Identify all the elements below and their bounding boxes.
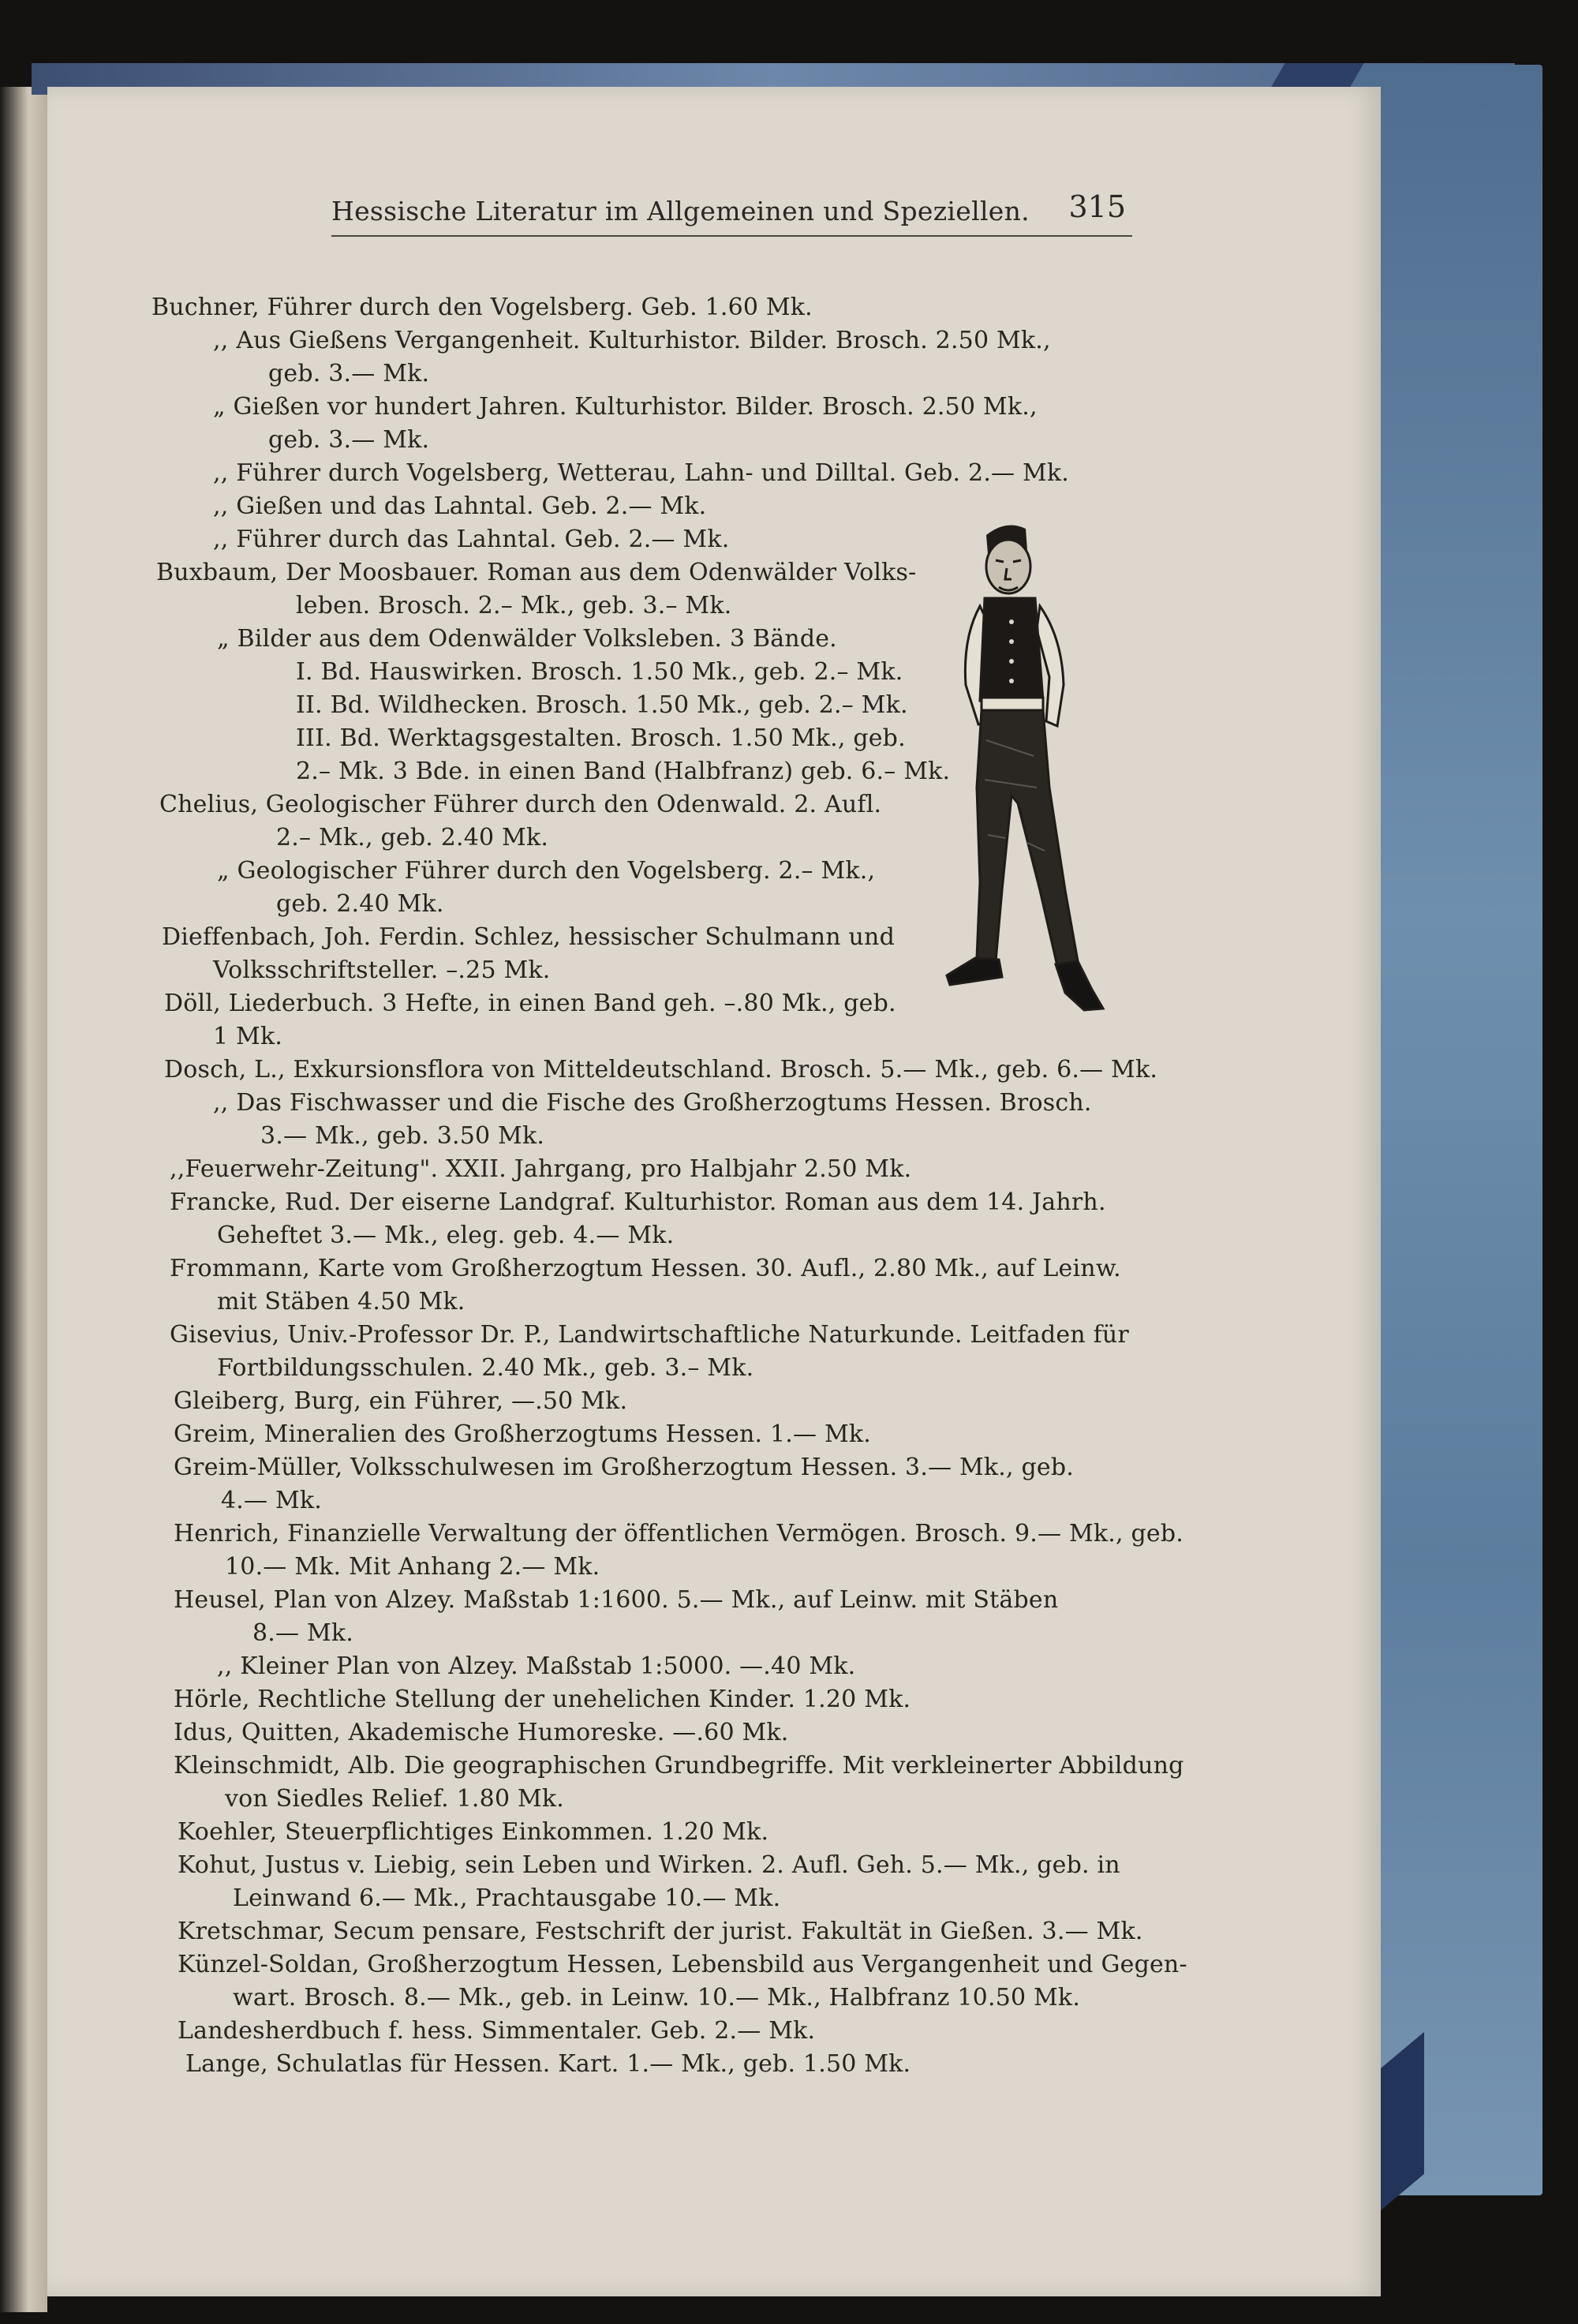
peasant-figure-illustration <box>939 519 1152 1024</box>
catalog-line: Henrich, Finanzielle Verwaltung der öffentlichen Vermögen. Brosch. 9.— Mk., geb. <box>174 1520 1184 1547</box>
catalog-line: 2.– Mk., geb. 2.40 Mk. <box>276 824 549 851</box>
catalog-line: Hörle, Rechtliche Stellung der unehelichen Kinder. 1.20 Mk. <box>174 1686 911 1713</box>
catalog-line: 4.— Mk. <box>221 1487 322 1514</box>
catalog-line: II. Bd. Wildhecken. Brosch. 1.50 Mk., geb. 2.– Mk. <box>296 691 908 719</box>
catalog-line: Lange, Schulatlas für Hessen. Kart. 1.— Mk., geb. 1.50 Mk. <box>185 2050 911 2078</box>
catalog-line: Greim-Müller, Volksschulwesen im Großherzogtum Hessen. 3.— Mk., geb. <box>174 1454 1075 1481</box>
catalog-line: 8.— Mk. <box>252 1619 353 1647</box>
catalog-line: ,, Aus Gießens Vergangenheit. Kulturhistor. Bilder. Brosch. 2.50 Mk., <box>213 327 1051 354</box>
catalog-line: III. Bd. Werktagsgestalten. Brosch. 1.50 Mk., geb. <box>296 724 906 752</box>
catalog-line: Idus, Quitten, Akademische Humoreske. —.60 Mk. <box>174 1719 789 1746</box>
catalog-line: 2.– Mk. 3 Bde. in einen Band (Halbfranz) geb. 6.– Mk. <box>296 758 951 785</box>
catalog-line: geb. 3.— Mk. <box>268 360 430 387</box>
running-title: Hessische Literatur im Allgemeinen und Speziellen. <box>331 196 1030 226</box>
catalog-line: Frommann, Karte vom Großherzogtum Hessen. 30. Aufl., 2.80 Mk., auf Leinw. <box>170 1255 1121 1282</box>
catalog-line: Leinwand 6.— Mk., Prachtausgabe 10.— Mk. <box>233 1884 781 1912</box>
catalog-line: ,, Führer durch das Lahntal. Geb. 2.— Mk. <box>213 526 730 553</box>
catalog-line: von Siedles Relief. 1.80 Mk. <box>225 1785 565 1813</box>
catalog-line: ,, Gießen und das Lahntal. Geb. 2.— Mk. <box>213 492 707 520</box>
catalog-line: Kretschmar, Secum pensare, Festschrift der jurist. Fakultät in Gießen. 3.— Mk. <box>178 1918 1143 1945</box>
left-page-edge <box>0 87 47 2312</box>
page-header <box>331 189 1132 237</box>
catalog-line: 1 Mk. <box>213 1023 283 1050</box>
catalog-line: ,, Das Fischwasser und die Fische des Großherzogtums Hessen. Brosch. <box>213 1089 1092 1117</box>
catalog-line: Dieffenbach, Joh. Ferdin. Schlez, hessischer Schulmann und <box>162 923 895 951</box>
catalog-line: Kleinschmidt, Alb. Die geographischen Grundbegriffe. Mit verkleinerter Abbildung <box>174 1752 1184 1779</box>
catalog-line: Landesherdbuch f. hess. Simmentaler. Geb. 2.— Mk. <box>178 2017 816 2045</box>
page-number: 315 <box>1068 189 1126 224</box>
catalog-line: 10.— Mk. Mit Anhang 2.— Mk. <box>225 1553 600 1581</box>
catalog-line: I. Bd. Hauswirken. Brosch. 1.50 Mk., geb. 2.– Mk. <box>296 658 903 686</box>
catalog-line: Francke, Rud. Der eiserne Landgraf. Kulturhistor. Roman aus dem 14. Jahrh. <box>170 1188 1106 1216</box>
catalog-line: ,,Feuerwehr-Zeitung". XXII. Jahrgang, pro Halbjahr 2.50 Mk. <box>170 1155 912 1183</box>
catalog-line: 3.— Mk., geb. 3.50 Mk. <box>260 1122 545 1150</box>
catalog-line: Heusel, Plan von Alzey. Maßstab 1:1600. 5.— Mk., auf Leinw. mit Stäben <box>174 1586 1059 1614</box>
catalog-line: Fortbildungsschulen. 2.40 Mk., geb. 3.– Mk. <box>217 1354 754 1382</box>
catalog-line: Geheftet 3.— Mk., eleg. geb. 4.— Mk. <box>217 1222 675 1249</box>
catalog-line: „ Bilder aus dem Odenwälder Volksleben. 3 Bände. <box>217 625 837 653</box>
catalog-line: Buchner, Führer durch den Vogelsberg. Geb. 1.60 Mk. <box>151 294 813 321</box>
catalog-line: Chelius, Geologischer Führer durch den Odenwald. 2. Aufl. <box>159 791 882 818</box>
catalog-line: Künzel-Soldan, Großherzogtum Hessen, Lebensbild aus Vergangenheit und Gegen- <box>178 1951 1187 1978</box>
catalog-line: Buxbaum, Der Moosbauer. Roman aus dem Odenwälder Volks- <box>156 559 917 586</box>
catalog-line: „ Geologischer Führer durch den Vogelsberg. 2.– Mk., <box>217 857 876 885</box>
catalog-line: Koehler, Steuerpflichtiges Einkommen. 1.20 Mk. <box>178 1818 769 1846</box>
catalog-line: geb. 3.— Mk. <box>268 426 430 454</box>
catalog-line: wart. Brosch. 8.— Mk., geb. in Leinw. 10.— Mk., Halbfranz 10.50 Mk. <box>233 1984 1081 2012</box>
catalog-line: Döll, Liederbuch. 3 Hefte, in einen Band geh. –.80 Mk., geb. <box>164 990 896 1017</box>
catalog-line: Gleiberg, Burg, ein Führer, —.50 Mk. <box>174 1387 628 1415</box>
catalog-line: mit Stäben 4.50 Mk. <box>217 1288 466 1315</box>
catalog-line: ,, Kleiner Plan von Alzey. Maßstab 1:5000. —.40 Mk. <box>217 1652 856 1680</box>
catalog-line: Kohut, Justus v. Liebig, sein Leben und Wirken. 2. Aufl. Geh. 5.— Mk., geb. in <box>178 1851 1120 1879</box>
catalog-line: Gisevius, Univ.-Professor Dr. P., Landwirtschaftliche Naturkunde. Leitfaden für <box>170 1321 1129 1349</box>
catalog-line: Greim, Mineralien des Großherzogtums Hessen. 1.— Mk. <box>174 1420 871 1448</box>
catalog-line: Volksschriftsteller. –.25 Mk. <box>213 956 551 984</box>
catalog-line: Dosch, L., Exkursionsflora von Mitteldeutschland. Brosch. 5.— Mk., geb. 6.— Mk. <box>164 1056 1158 1083</box>
catalog-line: ,, Führer durch Vogelsberg, Wetterau, Lahn- und Dilltal. Geb. 2.— Mk. <box>213 459 1070 487</box>
catalog-line: geb. 2.40 Mk. <box>276 890 444 918</box>
catalog-line: „ Gießen vor hundert Jahren. Kulturhistor. Bilder. Brosch. 2.50 Mk., <box>213 393 1038 421</box>
catalog-line: leben. Brosch. 2.– Mk., geb. 3.– Mk. <box>296 592 732 619</box>
cover-corner-top <box>1271 63 1363 87</box>
